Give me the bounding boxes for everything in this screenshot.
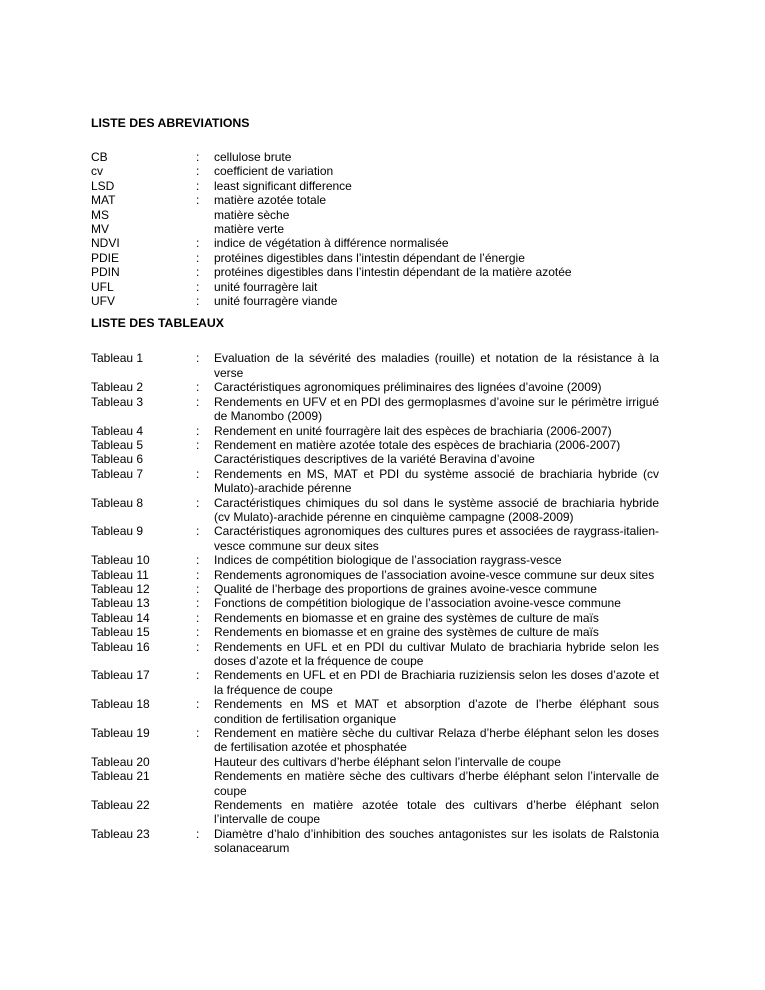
table-list-row-separator: : bbox=[196, 668, 200, 683]
table-list-row bbox=[91, 438, 659, 452]
table-list-row bbox=[91, 611, 659, 625]
abbreviations-list bbox=[91, 150, 659, 308]
tables-heading: LISTE DES TABLEAUX bbox=[91, 316, 224, 331]
abbreviations-heading: LISTE DES ABREVIATIONS bbox=[91, 116, 250, 130]
table-list-row-description: Rendements en matière sèche des cultivars d’herbe éléphant selon l’intervalle de coupe bbox=[214, 769, 659, 798]
table-list-row-term: Tableau 5 bbox=[91, 437, 144, 452]
abbreviation-row-separator: : bbox=[196, 236, 200, 251]
table-list-row-description: Indices de compétition biologique de l’association raygrass-vesce bbox=[214, 553, 562, 568]
table-list-row bbox=[91, 625, 659, 639]
document-page bbox=[91, 116, 659, 856]
table-list-row-separator: : bbox=[196, 553, 200, 568]
table-list-row-term: Tableau 14 bbox=[91, 610, 150, 625]
table-list-row bbox=[91, 798, 659, 827]
table-list-row-description: Rendement en matière azotée totale des espèces de brachiaria (2006-2007) bbox=[214, 437, 621, 452]
table-list-row-separator: : bbox=[196, 437, 200, 452]
table-list-row bbox=[91, 553, 659, 567]
abbreviation-row-term: UFV bbox=[91, 294, 115, 309]
abbreviation-row-separator: : bbox=[196, 250, 200, 265]
abbreviation-row-term: MAT bbox=[91, 193, 116, 208]
abbreviation-row-description: matière sèche bbox=[214, 207, 290, 222]
table-list-row-separator bbox=[196, 769, 214, 798]
table-list-row-term: Tableau 15 bbox=[91, 625, 150, 640]
table-list-row-description: Rendements en biomasse et en graine des systèmes de culture de maïs bbox=[214, 625, 599, 640]
table-list-row bbox=[91, 640, 659, 669]
abbreviation-row-term: MS bbox=[91, 207, 109, 222]
table-list-row bbox=[91, 769, 659, 798]
table-list-row-description: Caractéristiques agronomiques préliminaires des lignées d’avoine (2009) bbox=[214, 380, 602, 395]
table-list-row bbox=[91, 380, 659, 394]
abbreviation-row-separator bbox=[196, 222, 214, 236]
table-list-row-description: Rendements en MS et MAT et absorption d’azote de l’herbe éléphant sous condition de fertilisation organique bbox=[214, 697, 659, 726]
table-list-row-description: Diamètre d’halo d’inhibition des souches antagonistes sur les isolats de Ralstonia solanacearum bbox=[214, 826, 659, 856]
table-list-row-separator: : bbox=[196, 394, 200, 409]
abbreviation-row-term: NDVI bbox=[91, 236, 120, 251]
table-list-row-term: Tableau 18 bbox=[91, 697, 150, 712]
table-list-row-term: Tableau 22 bbox=[91, 798, 150, 813]
table-list-row-description: Rendement en unité fourragère lait des espèces de brachiaria (2006-2007) bbox=[214, 423, 612, 438]
table-list-row-separator: : bbox=[196, 625, 200, 640]
table-list-row-term: Tableau 2 bbox=[91, 380, 144, 395]
table-list-row-description: Caractéristiques descriptives de la variété Beravina d’avoine bbox=[214, 452, 535, 467]
abbreviation-row-term: PDIN bbox=[91, 265, 120, 280]
table-list-row bbox=[91, 568, 659, 582]
table-list-row-separator bbox=[196, 798, 214, 827]
table-list-row-separator: : bbox=[196, 610, 200, 625]
table-list-row-term: Tableau 11 bbox=[91, 567, 149, 582]
tables-list bbox=[91, 351, 659, 855]
abbreviation-row-separator: : bbox=[196, 164, 200, 179]
table-list-row-term: Tableau 21 bbox=[91, 769, 150, 784]
table-list-row-term: Tableau 23 bbox=[91, 826, 150, 841]
table-list-row-description: Rendements en UFL et en PDI du cultivar Mulato de brachiaria hybride selon les doses d’azote et la fréquence de coupe bbox=[214, 639, 659, 668]
abbreviation-row-separator: : bbox=[196, 178, 200, 193]
abbreviation-row-term: UFL bbox=[91, 279, 114, 294]
table-list-row bbox=[91, 827, 659, 856]
table-list-row bbox=[91, 351, 659, 380]
abbreviation-row-term: MV bbox=[91, 222, 109, 237]
table-list-row-description: Rendements en biomasse et en graine des systèmes de culture de maïs bbox=[214, 610, 599, 625]
table-list-row-separator: : bbox=[196, 581, 200, 596]
table-list-row-description: Evaluation de la sévérité des maladies (rouille) et notation de la résistance à la verse bbox=[214, 351, 659, 380]
table-list-row bbox=[91, 524, 659, 553]
abbreviation-row-separator: : bbox=[196, 279, 200, 294]
table-list-row-term: Tableau 13 bbox=[91, 596, 150, 611]
table-list-row-separator: : bbox=[196, 380, 200, 395]
table-list-row-term: Tableau 19 bbox=[91, 726, 150, 741]
table-list-row bbox=[91, 395, 659, 424]
table-list-row-term: Tableau 12 bbox=[91, 581, 150, 596]
table-list-row bbox=[91, 596, 659, 610]
abbreviation-row bbox=[91, 280, 659, 294]
abbreviation-row bbox=[91, 236, 659, 250]
abbreviation-row-term: PDIE bbox=[91, 250, 120, 265]
abbreviation-row-description: cellulose brute bbox=[214, 150, 292, 164]
abbreviation-row-description: protéines digestibles dans l’intestin dépendant de la matière azotée bbox=[214, 265, 572, 280]
abbreviation-row-term: LSD bbox=[91, 178, 115, 193]
abbreviation-row bbox=[91, 294, 659, 308]
table-list-row-description: Rendements en UFL et en PDI de Brachiaria ruziziensis selon les doses d’azote et la fréquence de coupe bbox=[214, 668, 659, 697]
abbreviation-row-separator: : bbox=[196, 265, 200, 280]
table-list-row-description: Caractéristiques agronomiques des cultures pures et associées de raygrass-italien-vesce commune sur deux sites bbox=[214, 524, 659, 553]
table-list-row-separator: : bbox=[196, 639, 200, 654]
table-list-row bbox=[91, 496, 659, 525]
table-list-row bbox=[91, 582, 659, 596]
table-list-row-term: Tableau 8 bbox=[91, 495, 144, 510]
table-list-row-term: Tableau 4 bbox=[91, 423, 144, 438]
table-list-row bbox=[91, 697, 659, 726]
abbreviation-row bbox=[91, 164, 659, 178]
table-list-row bbox=[91, 668, 659, 697]
abbreviation-row bbox=[91, 193, 659, 207]
abbreviation-row-separator bbox=[196, 208, 214, 222]
table-list-row bbox=[91, 452, 659, 466]
table-list-row-separator: : bbox=[196, 524, 200, 539]
table-list-row-separator: : bbox=[196, 726, 200, 741]
abbreviation-row-description: matière verte bbox=[214, 222, 285, 237]
abbreviation-row-separator: : bbox=[196, 193, 200, 208]
abbreviation-row-description: unité fourragère lait bbox=[214, 279, 318, 294]
abbreviation-row bbox=[91, 179, 659, 193]
table-list-row-term: Tableau 6 bbox=[91, 452, 144, 467]
table-list-row-description: Rendements agronomiques de l’association avoine-vesce commune sur deux sites bbox=[214, 567, 655, 582]
table-list-row bbox=[91, 726, 659, 755]
abbreviation-row-description: matière azotée totale bbox=[214, 193, 327, 208]
table-list-row-description: Fonctions de compétition biologique de l’association avoine-vesce commune bbox=[214, 596, 621, 611]
abbreviation-row-description: indice de végétation à différence normalisée bbox=[214, 236, 449, 251]
abbreviation-row bbox=[91, 251, 659, 265]
table-list-row-term: Tableau 17 bbox=[91, 668, 150, 683]
abbreviation-row-separator: : bbox=[196, 294, 200, 309]
table-list-row-term: Tableau 10 bbox=[91, 553, 150, 568]
table-list-row bbox=[91, 424, 659, 438]
table-list-row-separator: : bbox=[196, 466, 200, 481]
table-list-row-separator: : bbox=[196, 826, 200, 841]
table-list-row-separator bbox=[196, 755, 214, 769]
abbreviation-row-description: unité fourragère viande bbox=[214, 294, 338, 309]
table-list-row-term: Tableau 16 bbox=[91, 639, 150, 654]
table-list-row-separator: : bbox=[196, 596, 200, 611]
table-list-row-term: Tableau 7 bbox=[91, 466, 144, 481]
abbreviation-row bbox=[91, 150, 659, 164]
table-list-row-separator: : bbox=[196, 567, 200, 582]
abbreviation-row-term: CB bbox=[91, 150, 108, 164]
table-list-row-term: Tableau 20 bbox=[91, 754, 150, 769]
table-list-row-description: Qualité de l’herbage des proportions de graines avoine-vesce commune bbox=[214, 581, 597, 596]
table-list-row-separator: : bbox=[196, 423, 200, 438]
table-list-row-description: Caractéristiques chimiques du sol dans le système associé de brachiaria hybride (cv Mulato)-arachide pérenne en cinquième campagne (2008-2009) bbox=[214, 495, 659, 524]
table-list-row-description: Rendements en matière azotée totale des cultivars d’herbe éléphant selon l’intervalle de coupe bbox=[214, 798, 659, 827]
abbreviation-row bbox=[91, 222, 659, 236]
table-list-row-separator bbox=[196, 452, 214, 466]
abbreviation-row-description: protéines digestibles dans l’intestin dépendant de l’énergie bbox=[214, 250, 525, 265]
abbreviation-row bbox=[91, 265, 659, 279]
table-list-row-separator: : bbox=[196, 495, 200, 510]
abbreviation-row-term: cv bbox=[91, 164, 103, 179]
table-list-row-term: Tableau 3 bbox=[91, 394, 144, 409]
table-list-row-description: Rendements en MS, MAT et PDI du système associé de brachiaria hybride (cv Mulato)-arachide pérenne bbox=[214, 466, 659, 496]
table-list-row-description: Rendements en UFV et en PDI des germoplasmes d’avoine sur le périmètre irrigué de Manombo (2009) bbox=[214, 394, 659, 424]
abbreviation-row-separator: : bbox=[196, 150, 200, 164]
table-list-row-description: Rendement en matière sèche du cultivar Relaza d’herbe éléphant selon les doses de fertilisation azotée et phosphatée bbox=[214, 726, 659, 755]
table-list-row-separator: : bbox=[196, 351, 200, 366]
table-list-row-separator: : bbox=[196, 697, 200, 712]
table-list-row bbox=[91, 467, 659, 496]
table-list-row-description: Hauteur des cultivars d’herbe éléphant selon l’intervalle de coupe bbox=[214, 754, 561, 769]
table-list-row-term: Tableau 1 bbox=[91, 351, 144, 366]
abbreviation-row bbox=[91, 208, 659, 222]
table-list-row bbox=[91, 755, 659, 769]
table-list-row-term: Tableau 9 bbox=[91, 524, 144, 539]
abbreviation-row-description: coefficient de variation bbox=[214, 164, 334, 179]
abbreviation-row-description: least significant difference bbox=[214, 178, 352, 193]
